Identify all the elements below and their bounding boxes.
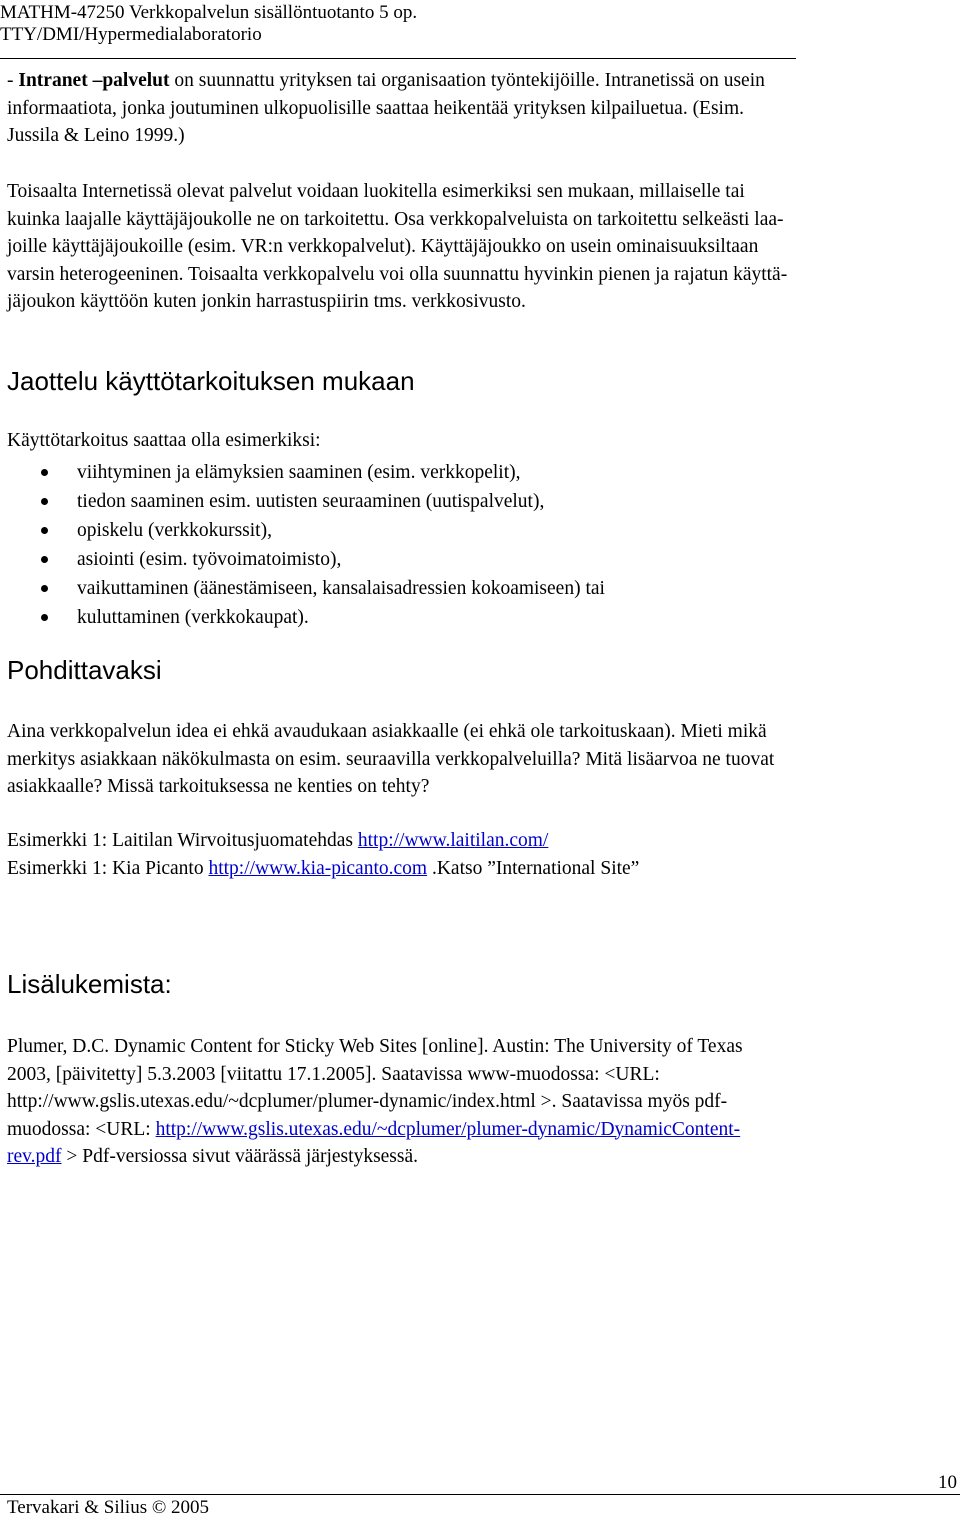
list-item [0, 516, 605, 545]
page-number: 10 [938, 1472, 957, 1493]
document-header [0, 2, 800, 46]
services-line-3: joille käyttäjäjoukoille (esim. VR:n verkkopalvelut). Käyttäjäjoukko on usein ominaisuuksiltaan [7, 236, 759, 257]
reflect-line-3: asiakkaalle? Missä tarkoituksessa ne kenties on tehty? [7, 776, 430, 797]
dash-marker: - [7, 70, 19, 91]
services-line-2: kuinka laajalle käyttäjäjoukolle ne on tarkoitettu. Osa verkkopalveluista on tarkoitettu selkeästi laa- [7, 208, 784, 230]
examples-paragraph [7, 827, 947, 882]
kia-picanto-link[interactable]: http://www.kia-picanto.com [208, 857, 428, 879]
reflect-line-1: Aina verkkopalvelun idea ei ehkä avaudukaan asiakkaalle (ei ehkä ole tarkoituskaan). Mieti mikä [7, 721, 767, 742]
intranet-paragraph [7, 67, 947, 150]
services-line-4: varsin heterogeeninen. Toisaalta verkkopalvelu voi olla suunnattu hyvinkin pienen ja rajatun käyttä- [7, 263, 788, 285]
example-2-label: Esimerkki 1: Kia Picanto [7, 857, 209, 879]
heading-usage-purpose: Jaottelu käyttötarkoituksen mukaan [7, 366, 415, 396]
bullet-icon [41, 556, 48, 563]
footer-copyright: Tervakari & Silius © 2005 [7, 1497, 210, 1518]
list-item [0, 487, 605, 516]
list-item-text: kuluttaminen (verkkokaupat). [77, 607, 309, 628]
list-item [0, 458, 605, 487]
services-line-1: Toisaalta Internetissä olevat palvelut voidaan luokitella esimerkiksi sen mukaan, millaiselle tai [7, 181, 745, 202]
reference-line-4: muodossa: <URL: [7, 1118, 156, 1140]
reflect-line-2: merkitys asiakkaan näkökulmasta on esim. seuraavilla verkkopalveluilla? Mitä lisäarvoa ne tuovat [7, 748, 775, 770]
heading-further-reading: Lisälukemista: [7, 969, 172, 999]
bullet-icon [41, 469, 48, 476]
header-divider [0, 58, 796, 59]
footer-divider [0, 1494, 960, 1495]
course-title: MATHM-47250 Verkkopalvelun sisällöntuotanto 5 op. [0, 2, 418, 23]
pdf-link[interactable]: http://www.gslis.utexas.edu/~dcplumer/plumer-dynamic/DynamicContent- [155, 1118, 741, 1140]
list-item-text: tiedon saaminen esim. uutisten seuraaminen (uutispalvelut), [77, 491, 545, 512]
example-1-label: Esimerkki 1: Laitilan Wirvoitusjuomatehdas [7, 830, 358, 851]
laitilan-link[interactable]: http://www.laitilan.com/ [357, 830, 549, 851]
reflect-paragraph [7, 718, 947, 801]
list-item-text: vaikuttaminen (äänestämiseen, kansalaisadressien kokoamiseen) tai [77, 578, 605, 599]
intranet-term: Intranet –palvelut [18, 70, 170, 91]
department: TTY/DMI/Hypermedialaboratorio [0, 24, 262, 45]
reference-line-3: http://www.gslis.utexas.edu/~dcplumer/plumer-dynamic/index.html >. Saatavissa myös pdf- [7, 1091, 728, 1112]
bullet-icon [41, 614, 48, 621]
services-paragraph [7, 178, 947, 316]
intranet-text: on suunnattu yrityksen tai organisaation työntekijöille. Intranetissä on usein [169, 70, 765, 91]
usage-list [0, 458, 605, 632]
list-item [0, 603, 605, 632]
bullet-icon [41, 527, 48, 534]
list-item-text: opiskelu (verkkokurssit), [77, 520, 272, 541]
pdf-link-continued[interactable]: rev.pdf [7, 1146, 62, 1167]
example-2-note: .Katso ”International Site” [427, 857, 640, 879]
list-item-text: viihtyminen ja elämyksien saaminen (esim. verkkopelit), [77, 462, 521, 483]
services-line-5: jäjoukon käyttöön kuten jonkin harrastuspiirin tms. verkkosivusto. [7, 291, 526, 312]
reference-paragraph [7, 1033, 947, 1171]
bullet-icon [41, 498, 48, 505]
intranet-line-3: Jussila & Leino 1999.) [7, 125, 185, 146]
bullet-icon [41, 585, 48, 592]
heading-reflect: Pohdittavaksi [7, 655, 162, 685]
list-item [0, 574, 605, 603]
reference-note: > Pdf-versiossa sivut väärässä järjestyksessä. [61, 1146, 419, 1167]
reference-line-1: Plumer, D.C. Dynamic Content for Sticky Web Sites [online]. Austin: The University of Texas [7, 1036, 743, 1057]
usage-intro: Käyttötarkoitus saattaa olla esimerkiksi: [7, 430, 321, 451]
list-item-text: asiointi (esim. työvoimatoimisto), [77, 549, 342, 570]
reference-line-2: 2003, [päivitetty] 5.3.2003 [viitattu 17.1.2005]. Saatavissa www-muodossa: <URL: [7, 1063, 660, 1085]
list-item [0, 545, 605, 574]
intranet-line-2: informaatiota, jonka joutuminen ulkopuolisille saattaa heikentää yrityksen kilpailuetua. (Esim. [7, 97, 745, 119]
